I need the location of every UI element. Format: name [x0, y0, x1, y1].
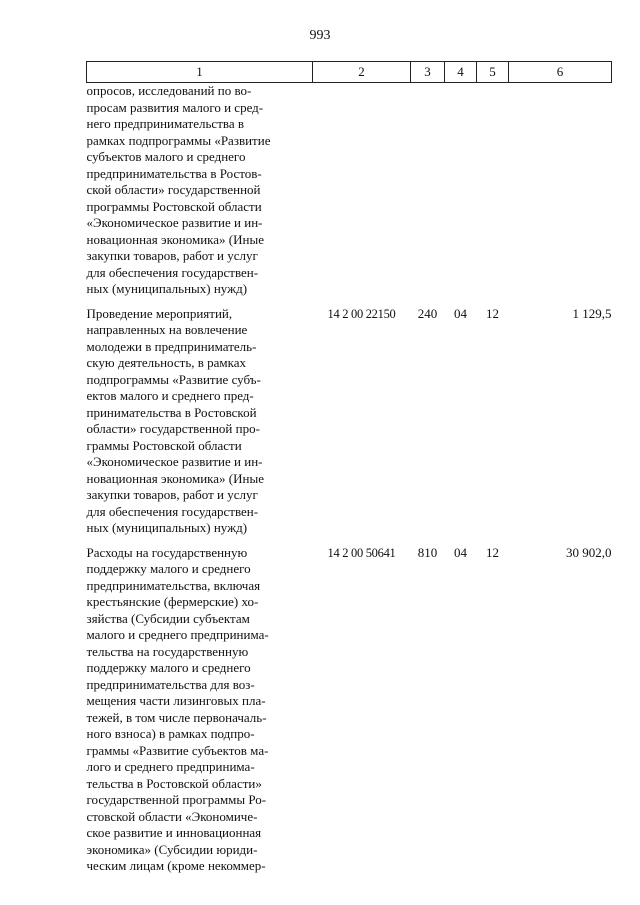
- description-line: Проведение мероприятий,: [86, 305, 233, 321]
- description-line: «Экономическое развитие и ин-: [86, 454, 263, 469]
- description-line: закупки товаров, работ и услуг: [86, 248, 258, 263]
- description-cell: [87, 306, 313, 537]
- target-article-code-cell: [313, 83, 411, 298]
- expense-type-cell: [411, 83, 445, 298]
- target-article-code-cell: 14 2 00 50641: [327, 545, 396, 560]
- description-line: ных (муниципальных) нужд): [86, 281, 248, 296]
- description-line: предпринимательства в Ростов-: [86, 165, 262, 181]
- subsection-cell: 12: [486, 305, 499, 321]
- description-line: него предпринимательства в: [86, 116, 244, 131]
- description-line: мещения части лизинговых пла-: [86, 693, 266, 708]
- column-header-2: 2: [313, 62, 411, 83]
- section-cell: 04: [454, 305, 467, 321]
- description-line: «Экономическое развитие и ин-: [86, 215, 263, 230]
- description-line: стовской области «Экономиче-: [86, 808, 258, 824]
- description-line: для обеспечения государствен-: [86, 264, 259, 280]
- description-line: лого и среднего предпринима-: [86, 759, 255, 774]
- amount-cell: 30 902,0: [566, 544, 612, 560]
- description-line: граммы Ростовской области: [86, 437, 242, 453]
- column-header-5: 5: [477, 62, 509, 83]
- description-line: ного взноса) в рамках подпро-: [86, 726, 255, 741]
- description-line: тельства в Ростовской области»: [86, 775, 262, 791]
- description-line: крестьянские (фермерские) хо-: [86, 594, 259, 609]
- target-article-code-cell: 14 2 00 22150: [327, 306, 396, 321]
- table-row: [87, 545, 612, 875]
- section-cell: 04: [454, 544, 467, 560]
- description-line: ческим лицам (кроме некоммер-: [86, 858, 266, 873]
- row-spacer: [87, 298, 612, 306]
- column-header-3: 3: [411, 62, 445, 83]
- description-line: направленных на вовлечение: [86, 322, 248, 337]
- description-line: молодежи в предприниматель-: [86, 338, 257, 354]
- description-line: новационная экономика» (Иные: [86, 231, 264, 247]
- row-spacer-cell: [87, 298, 612, 306]
- description-line: экономика» (Субсидии юриди-: [86, 841, 258, 857]
- column-header-6: 6: [509, 62, 612, 83]
- description-line: граммы «Развитие субъектов ма-: [86, 742, 269, 758]
- description-line: ское развитие и инновационная: [86, 825, 262, 840]
- description-line: подпрограммы «Развитие субъ-: [86, 371, 261, 387]
- description-line: поддержку малого и среднего: [86, 561, 251, 576]
- description-cell: [87, 545, 313, 875]
- amount-cell: [509, 83, 612, 298]
- description-cell: [87, 83, 313, 298]
- subsection-cell: 12: [486, 544, 499, 560]
- row-spacer: [87, 537, 612, 545]
- column-header-4: 4: [445, 62, 477, 83]
- description-line: программы Ростовской области: [86, 198, 262, 214]
- description-line: малого и среднего предпринима-: [86, 627, 269, 642]
- table-row: [87, 83, 612, 298]
- expense-type-cell: 810: [417, 544, 438, 560]
- description-line: рамках подпрограммы «Развитие: [86, 132, 271, 148]
- subsection-cell: [477, 83, 509, 298]
- budget-table: [86, 61, 612, 875]
- description-line: закупки товаров, работ и услуг: [86, 487, 258, 502]
- description-line: тежей, в том числе первоначаль-: [86, 709, 267, 725]
- description-line: новационная экономика» (Иные: [86, 470, 264, 486]
- description-line: субъектов малого и среднего: [86, 149, 246, 164]
- description-line: ектов малого и среднего пред-: [86, 388, 254, 403]
- description-line: опросов, исследований по во-: [86, 83, 252, 98]
- description-line: области» государственной про-: [86, 421, 260, 436]
- header-row: [87, 62, 612, 83]
- description-line: для обеспечения государствен-: [86, 503, 259, 519]
- description-line: скую деятельность, в рамках: [86, 355, 247, 370]
- description-line: зяйства (Субсидии субъектам: [86, 610, 250, 626]
- row-spacer-cell: [87, 537, 612, 545]
- description-line: предпринимательства, включая: [86, 577, 261, 593]
- description-line: поддержку малого и среднего: [86, 660, 251, 675]
- description-line: ской области» государственной: [86, 182, 261, 197]
- description-line: принимательства в Ростовской: [86, 404, 257, 420]
- description-line: тельства на государственную: [86, 643, 249, 659]
- amount-cell: 1 129,5: [572, 305, 612, 321]
- section-cell: [445, 83, 477, 298]
- description-line: государственной программы Ро-: [86, 792, 267, 807]
- expense-type-cell: 240: [417, 305, 438, 321]
- description-line: ных (муниципальных) нужд): [86, 520, 248, 535]
- table-row: [87, 306, 612, 537]
- description-line: просам развития малого и сред-: [86, 99, 264, 115]
- description-line: предпринимательства для воз-: [86, 676, 255, 692]
- column-header-1: 1: [87, 62, 313, 83]
- page-number: 993: [309, 28, 331, 43]
- description-line: Расходы на государственную: [86, 544, 248, 560]
